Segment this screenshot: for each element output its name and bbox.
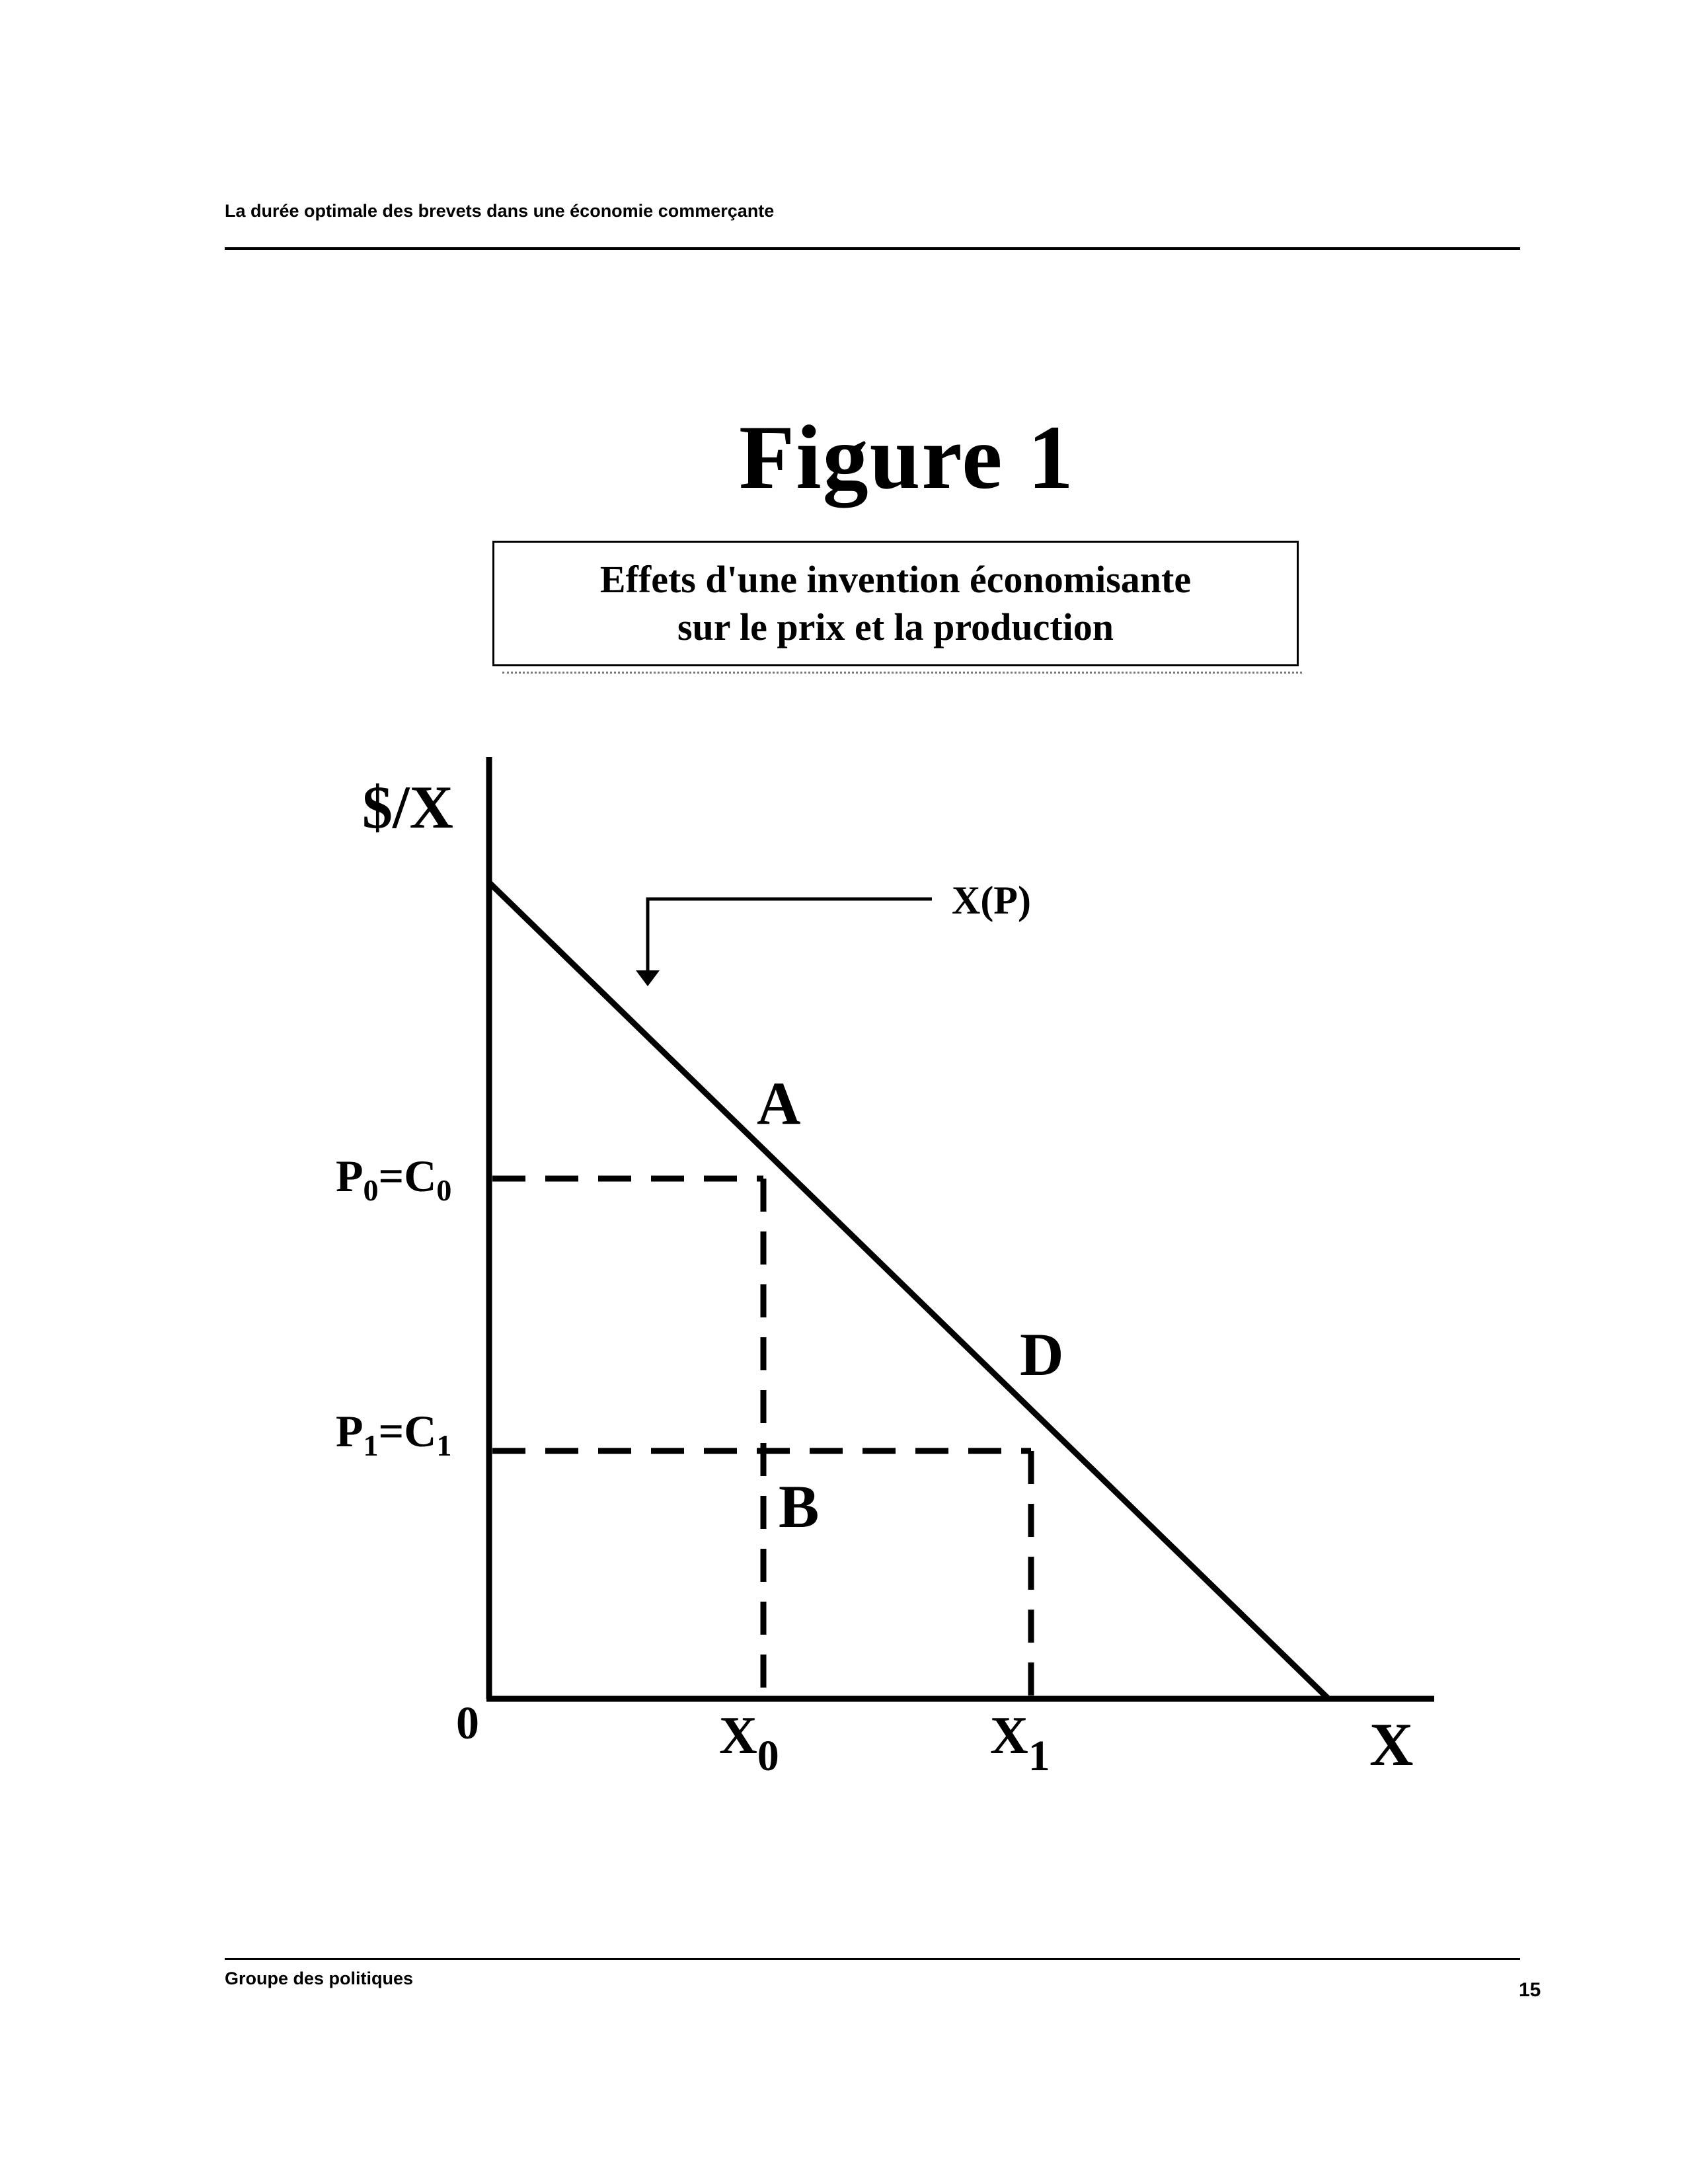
price-level-1-label: $P_1=C_1$ <box>336 1406 452 1462</box>
curve-label-pointer <box>648 899 932 972</box>
point-b-label: B <box>779 1473 820 1540</box>
quantity-level-1-label: $X_1$ <box>990 1707 1050 1780</box>
price-level-0-label: $P_0=C_0$ <box>336 1151 452 1207</box>
point-a-label: A <box>757 1070 801 1137</box>
figure-title: Figure 1 <box>739 407 1075 508</box>
demand-curve <box>489 882 1328 1699</box>
point-d-label: D <box>1020 1321 1064 1388</box>
footer-organization: Groupe des politiques <box>225 1969 414 1988</box>
y-axis-label: $/X <box>362 773 453 841</box>
pointer-arrowhead <box>636 970 660 986</box>
quantity-level-0-label: $X_0$ <box>719 1707 779 1780</box>
page-number: 15 <box>1519 1979 1541 2001</box>
footer-rule <box>225 1958 1520 1960</box>
figure-subtitle-line-2: sur le prix et la production <box>677 605 1114 648</box>
running-header: La durée optimale des brevets dans une économie commerçante <box>225 201 775 221</box>
figure-subtitle-line-1: Effets d'une invention économisante <box>599 558 1192 601</box>
curve-label: X(P) <box>952 878 1031 922</box>
x-axis-label: X <box>1369 1711 1414 1778</box>
origin-label: 0 <box>456 1698 479 1749</box>
